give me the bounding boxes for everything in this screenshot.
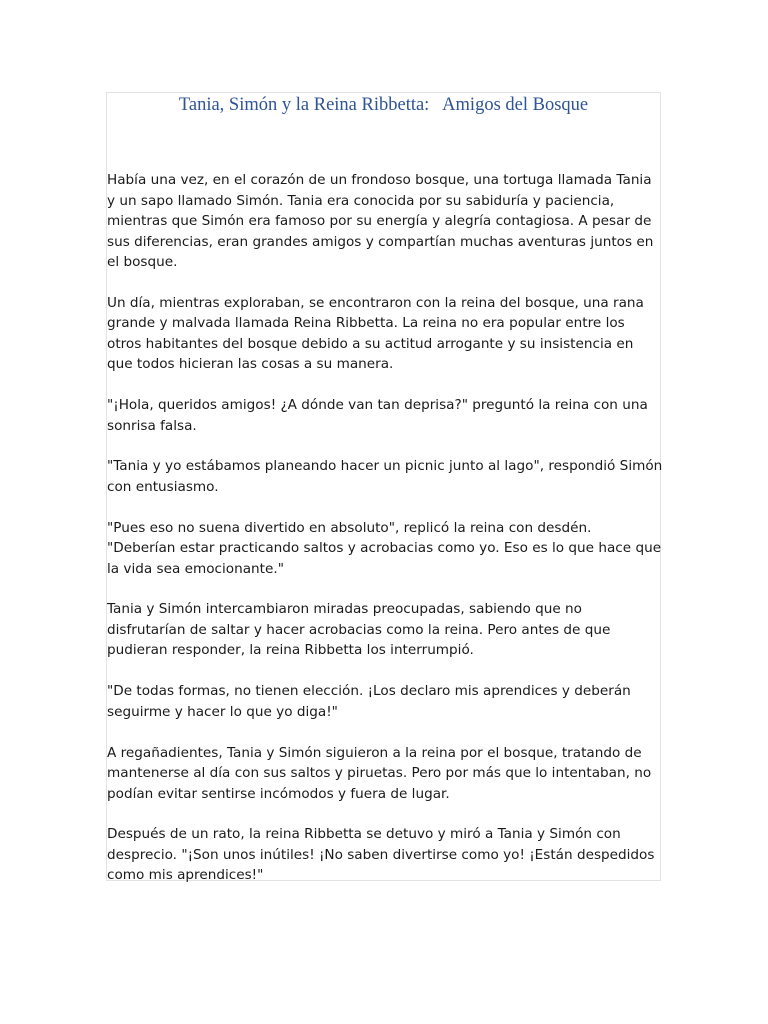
document-body <box>107 170 663 906</box>
paragraph-6: Tania y Simón intercambiaron miradas preocupadas, sabiendo que no disfrutarían de saltar y hacer acrobacias como la reina. Pero antes de que pudieran responder, la reina Ribbetta los interrumpió. <box>107 601 611 659</box>
paragraph-2: Un día, mientras exploraban, se encontraron con la reina del bosque, una rana grande y malvada llamada Reina Ribbetta. La reina no era popular entre los otros habitantes del bosque debido a su actitud arrogante y su insistencia en que todos hicieran las cosas a su manera. <box>107 294 644 373</box>
paragraph-3: "¡Hola, queridos amigos! ¿A dónde van tan deprisa?" preguntó la reina con una sonrisa falsa. <box>107 397 648 434</box>
paragraph-9: Después de un rato, la reina Ribbetta se detuvo y miró a Tania y Simón con desprecio. "¡Son unos inútiles! ¡No saben divertirse como yo! ¡Están despedidos como mis aprendices!" <box>107 826 655 884</box>
paragraph-1: Había una vez, en el corazón de un frondoso bosque, una tortuga llamada Tania y un sapo llamado Simón. Tania era conocida por su sabiduría y paciencia, mientras que Simón era famoso por su energía y alegría contagiosa. A pesar de sus diferencias, eran grandes amigos y compartían muchas aventuras juntos en el bosque. <box>107 172 654 270</box>
document-title: Tania, Simón y la Reina Ribbetta: Amigos del Bosque <box>178 95 589 115</box>
paragraph-4: "Tania y yo estábamos planeando hacer un picnic junto al lago", respondió Simón con entusiasmo. <box>107 458 663 495</box>
paragraph-7: "De todas formas, no tienen elección. ¡Los declaro mis aprendices y deberán seguirme y hacer lo que yo diga!" <box>107 683 631 720</box>
paragraph-5: "Pues eso no suena divertido en absoluto", replicó la reina con desdén. "Deberían estar practicando saltos y acrobacias como yo. Eso es lo que hace que la vida sea emocionante." <box>107 519 662 577</box>
paragraph-8: A regañadientes, Tania y Simón siguieron a la reina por el bosque, tratando de mantenerse al día con sus saltos y piruetas. Pero por más que lo intentaban, no podían evitar sentirse incómodos y fuera de lugar. <box>107 744 652 802</box>
